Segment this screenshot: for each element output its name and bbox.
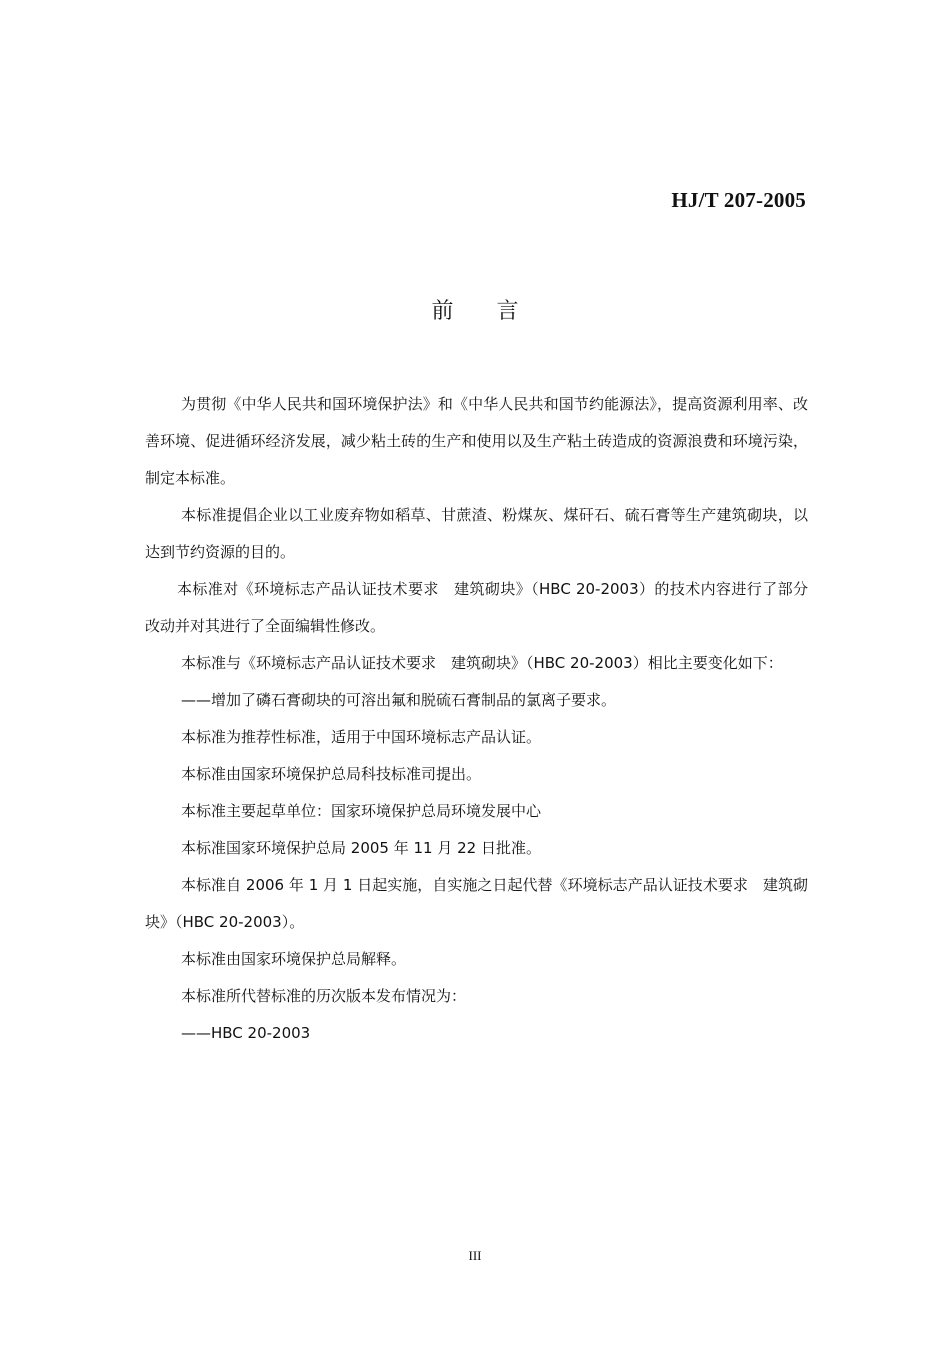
paragraph-changes-intro: 本标准与《环境标志产品认证技术要求 建筑砌块》（HBC 20-2003）相比主要变化如下： (181, 654, 783, 672)
paragraph-purpose: 为贯彻《中华人民共和国环境保护法》和《中华人民共和国节约能源法》，提高资源利用率、改善环境、促进循环经济发展，减少粘土砖的生产和使用以及生产粘土砖造成的资源浪费和环境污染，制定本标准。 (145, 395, 808, 487)
paragraph-revision: 本标准对《环境标志产品认证技术要求 建筑砌块》（HBC 20-2003）的技术内容进行了部分改动并对其进行了全面编辑性修改。 (145, 580, 808, 635)
paragraph-history-item: ——HBC 20-2003 (181, 1024, 311, 1042)
paragraph-effective-date: 本标准自 2006 年 1 月 1 日起实施，自实施之日起代替《环境标志产品认证技术要求 建筑砌块》（HBC 20-2003）。 (145, 876, 808, 931)
paragraph-encouragement: 本标准提倡企业以工业废弃物如稻草、甘蔗渣、粉煤灰、煤矸石、硫石膏等生产建筑砌块，以达到节约资源的目的。 (145, 506, 808, 561)
paragraph-history-intro: 本标准所代替标准的历次版本发布情况为： (181, 987, 467, 1005)
paragraph-interpretation: 本标准由国家环境保护总局解释。 (181, 950, 407, 968)
standard-code: HJ/T 207-2005 (671, 188, 806, 212)
paragraph-scope: 本标准为推荐性标准，适用于中国环境标志产品认证。 (181, 728, 542, 746)
paragraph-approval: 本标准国家环境保护总局 2005 年 11 月 22 日批准。 (181, 839, 541, 857)
foreword-body (145, 386, 808, 1052)
page-title: 前 言 (431, 299, 537, 324)
paragraph-proposer: 本标准由国家环境保护总局科技标准司提出。 (181, 765, 482, 783)
paragraph-drafter: 本标准主要起草单位：国家环境保护总局环境发展中心 (181, 802, 542, 820)
paragraph-change-item: ——增加了磷石膏砌块的可溶出氟和脱硫石膏制品的氯离子要求。 (181, 691, 617, 709)
page-number: III (468, 1248, 482, 1263)
